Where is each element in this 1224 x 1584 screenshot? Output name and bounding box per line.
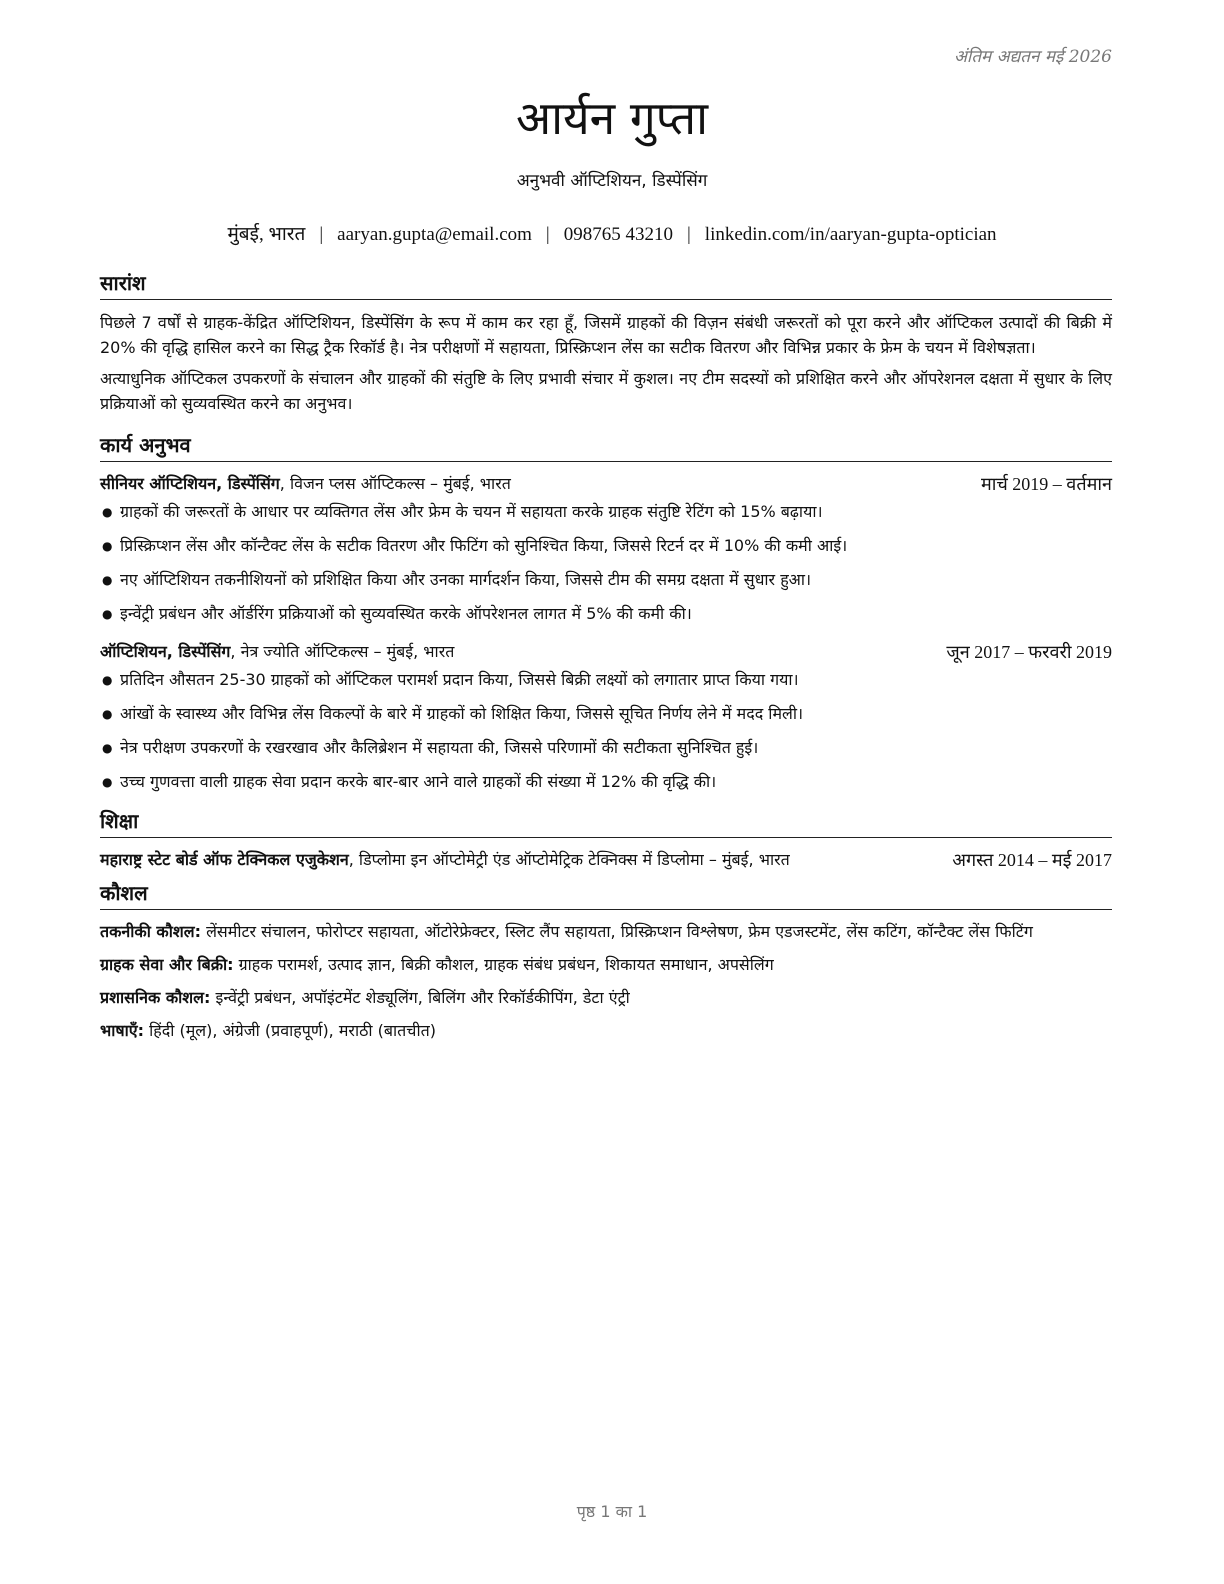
job-bullet: ● प्रिस्क्रिप्शन लेंस और कॉन्टैक्ट लेंस के सटीक वितरण और फिटिंग को सुनिश्चित किया, जिससे रिटर्न दर में 10% की कमी आई।: [100, 534, 1112, 558]
skill-value: ग्राहक परामर्श, उत्पाद ज्ञान, बिक्री कौशल, ग्राहक संबंध प्रबंधन, शिकायत समाधान, अपसेलिंग: [233, 955, 774, 974]
section-title-summary: सारांश: [100, 270, 1112, 300]
contact-phone: 098765 43210: [563, 224, 673, 245]
last-updated: अंतिम अद्यतन मई 2026: [953, 47, 1112, 67]
job-bullet: ● ग्राहकों की जरूरतों के आधार पर व्यक्तिगत लेंस और फ्रेम के चयन में सहायता करके ग्राहक संतुष्टि रेटिंग को 15% बढ़ाया।: [100, 500, 1112, 524]
skill-label: प्रशासनिक कौशल:: [100, 988, 211, 1007]
job-entry: [100, 472, 1112, 626]
job-role: ऑप्टिशियन, डिस्पेंसिंग: [100, 642, 231, 661]
education-institution: महाराष्ट्र स्टेट बोर्ड ऑफ टेक्निकल एजुकेशन: [100, 850, 349, 869]
job-bullet: ● प्रतिदिन औसतन 25-30 ग्राहकों को ऑप्टिकल परामर्श प्रदान किया, जिससे बिक्री लक्ष्यों को लगातार प्राप्त किया गया।: [100, 668, 1112, 692]
skill-row: [100, 920, 1112, 944]
job-header: [100, 472, 1112, 496]
skill-label: ग्राहक सेवा और बिक्री:: [100, 955, 234, 974]
job-bullet: ● आंखों के स्वास्थ्य और विभिन्न लेंस विकल्पों के बारे में ग्राहकों को शिक्षित किया, जिससे सूचित निर्णय लेने में मदद मिली।: [100, 702, 1112, 726]
job-dates: जून 2017 – फरवरी 2019: [946, 642, 1112, 662]
education-dates: अगस्त 2014 – मई 2017: [952, 850, 1112, 870]
summary-paragraph: पिछले 7 वर्षों से ग्राहक-केंद्रित ऑप्टिशियन, डिस्पेंसिंग के रूप में काम कर रहा हूँ, जिसमें ग्राहकों की विज़न संबंधी जरूरतों को पूरा करने और ऑप्टिकल उत्पादों की बिक्री में 20% की वृद्धि हासिल करने का सिद्ध ट्रैक रिकॉर्ड है। नेत्र परीक्षणों में सहायता, प्रिस्क्रिप्शन लेंस का सटीक वितरण और विभिन्न प्रकार के फ्रेम के चयन में विशेषज्ञता।: [100, 313, 1112, 357]
job-company: , विजन प्लस ऑप्टिकल्स – मुंबई, भारत: [279, 474, 511, 493]
section-title-education: शिक्षा: [100, 808, 1112, 838]
job-company: , नेत्र ज्योति ऑप्टिकल्स – मुंबई, भारत: [230, 642, 455, 661]
skill-value: हिंदी (मूल), अंग्रेजी (प्रवाहपूर्ण), मराठी (बातचीत): [144, 1021, 436, 1040]
contact-location: मुंबई, भारत: [227, 224, 306, 245]
job-bullet: ● नए ऑप्टिशियन तकनीशियनों को प्रशिक्षित किया और उनका मार्गदर्शन किया, जिससे टीम की समग्र दक्षता में सुधार हुआ।: [100, 568, 1112, 592]
education-entry: [100, 848, 1112, 872]
contact-separator: |: [686, 224, 691, 245]
skills-section: [100, 880, 1112, 1043]
job-bullets: [100, 500, 1112, 626]
contact-separator: |: [319, 224, 324, 245]
section-title-skills: कौशल: [100, 880, 1112, 910]
job-role: सीनियर ऑप्टिशियन, डिस्पेंसिंग: [100, 474, 280, 493]
job-entry: [100, 640, 1112, 794]
headline: अनुभवी ऑप्टिशियन, डिस्पेंसिंग: [516, 171, 708, 191]
skill-row: [100, 986, 1112, 1010]
contact-email[interactable]: aaryan.gupta@email.com: [337, 224, 532, 245]
skill-value: इन्वेंट्री प्रबंधन, अपॉइंटमेंट शेड्यूलिंग, बिलिंग और रिकॉर्डकीपिंग, डेटा एंट्री: [210, 988, 630, 1007]
job-bullet: ● उच्च गुणवत्ता वाली ग्राहक सेवा प्रदान करके बार-बार आने वाले ग्राहकों की संख्या में 12% की वृद्धि की।: [100, 770, 1112, 794]
job-header: [100, 640, 1112, 664]
skill-label: तकनीकी कौशल:: [100, 922, 201, 941]
contact-linkedin[interactable]: linkedin.com/in/aaryan-gupta-optician: [704, 224, 997, 245]
job-dates: मार्च 2019 – वर्तमान: [980, 474, 1112, 494]
job-bullet: ● नेत्र परीक्षण उपकरणों के रखरखाव और कैलिब्रेशन में सहायता की, जिससे परिणामों की सटीकता सुनिश्चित हुई।: [100, 736, 1112, 760]
job-bullets: [100, 668, 1112, 794]
summary-section: [100, 270, 1112, 416]
summary-paragraph: अत्याधुनिक ऑप्टिकल उपकरणों के संचालन और ग्राहकों की संतुष्टि के लिए प्रभावी संचार में कुशल। नए टीम सदस्यों को प्रशिक्षित करने और ऑपरेशनल दक्षता में सुधार के लिए प्रक्रियाओं को सुव्यवस्थित करने का अनुभव।: [100, 369, 1112, 413]
skill-row: [100, 1019, 1112, 1043]
contact-separator: |: [545, 224, 550, 245]
candidate-name: आर्यन गुप्ता: [515, 91, 709, 145]
page-number: पृष्ठ 1 का 1: [576, 1502, 648, 1521]
experience-section: [100, 432, 1112, 794]
education-degree: , डिप्लोमा इन ऑप्टोमेट्री एंड ऑप्टोमेट्रिक टेक्निक्स में डिप्लोमा – मुंबई, भारत: [348, 850, 790, 869]
section-title-experience: कार्य अनुभव: [100, 432, 1112, 462]
skill-label: भाषाएँ:: [100, 1021, 145, 1040]
resume-content: [100, 270, 1112, 1052]
skill-value: लेंसमीटर संचालन, फोरोप्टर सहायता, ऑटोरेफ्रेक्टर, स्लिट लैंप सहायता, प्रिस्क्रिप्शन विश्लेषण, फ्रेम एडजस्टमेंट, लेंस कटिंग, कॉन्टैक्ट लेंस फिटिंग: [201, 922, 1033, 941]
education-section: [100, 808, 1112, 872]
job-bullet: ● इन्वेंट्री प्रबंधन और ऑर्डरिंग प्रक्रियाओं को सुव्यवस्थित करके ऑपरेशनल लागत में 5% की कमी की।: [100, 602, 1112, 626]
skill-row: [100, 953, 1112, 977]
contact-line: [0, 220, 1224, 246]
